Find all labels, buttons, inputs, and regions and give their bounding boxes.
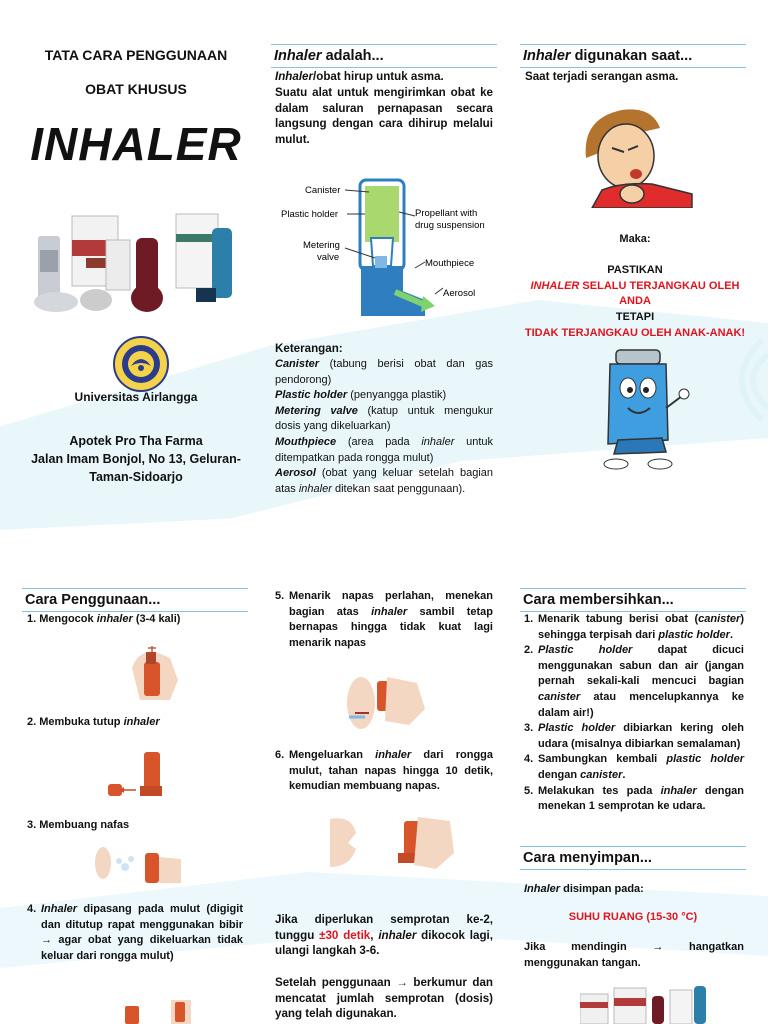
when-maka: Maka: — [619, 233, 651, 245]
keterangan-title: Keterangan: — [275, 342, 343, 355]
when-pastikan: PASTIKAN — [607, 264, 663, 276]
inhaler-diagram — [275, 176, 495, 318]
pharmacy-name: Apotek Pro Tha Farma — [69, 434, 203, 448]
usage-note-second-spray: Jika diperlukan semprotan ke-2, tunggu ±30 detik, inhaler dikocok lagi, ulangi langkah 3-6. — [275, 913, 494, 958]
cleaning-step: 4. Sambungkan kembali plastic holder dengan canister. — [524, 753, 744, 781]
label-aerosol: Aerosol — [443, 288, 476, 299]
label-mouthpiece: Mouthpiece — [425, 258, 475, 269]
when-ensure-line: INHALER SELALU TERJANGKAU OLEH — [530, 280, 740, 292]
when-header-rest: digunakan saat... — [570, 48, 693, 64]
cleaning-step: 5. Melakukan tes pada inhaler dengan menekan 1 semprotan ke udara. — [524, 784, 744, 813]
label-propellant-1: Propellant with — [415, 208, 478, 219]
open-cap-image — [104, 750, 168, 800]
usage-step-5: 5. Menarik napas perlahan, menekan bagian atas inhaler sambil tetap bernapas hingga tidak kuat lagi menarik napas — [275, 590, 493, 649]
usage-step-4: 4. Inhaler dipasang pada mulut (digigit dan ditutup rapat menggunakan bibir → agar obat yang dikeluarkan tidak keluar dari rongga mulut) — [27, 903, 243, 962]
definition-line1 — [275, 69, 497, 85]
when-tetapi: TETAPI — [615, 311, 655, 323]
when-anda: ANDA — [619, 295, 651, 307]
university-name: Universitas Airlangga — [74, 390, 198, 404]
university-logo — [113, 336, 169, 392]
inhaler-products-small-image — [580, 986, 710, 1024]
when-line: Saat terjadi serangan asma. — [525, 70, 679, 83]
storage-header: Cara menyimpan... — [520, 846, 746, 870]
decorative-rings — [712, 330, 768, 430]
inhaler-mascot-illustration — [596, 348, 692, 472]
exhale-image — [95, 847, 187, 887]
definition-line1-italic: Inhaler — [275, 70, 314, 83]
cleaning-step: 2. Plastic holder dapat dicuci menggunakan sabun dan air (jangan pernah sekali-kali mencuci bagian canister atau mencelupkannya ke dalam air!) — [524, 644, 744, 719]
mouthpiece-image — [105, 998, 205, 1024]
cover-title-inhaler: INHALER — [30, 118, 242, 170]
keterangan-item: Metering valve (katup untuk mengukur dosis yang dikeluarkan) — [275, 404, 493, 433]
label-metering-2: valve — [317, 252, 340, 263]
label-canister: Canister — [305, 185, 341, 196]
asthma-attack-illustration — [572, 98, 696, 208]
label-plastic-holder: Plastic holder — [281, 209, 339, 220]
definition-header — [271, 44, 497, 68]
label-metering-1: Metering — [303, 240, 340, 251]
cleaning-header: Cara membersihkan... — [520, 588, 746, 612]
usage-note-after-use: Setelah penggunaan → berkumur dan mencatat jumlah semprotan (dosis) yang telah digunakan. — [275, 976, 493, 1021]
cover-title-line2: OBAT KHUSUS — [85, 81, 187, 97]
label-propellant-2: drug suspension — [415, 220, 485, 231]
keterangan-item: Mouthpiece (area pada inhaler untuk ditempatkan pada rongga mulut) — [275, 435, 493, 464]
cleaning-step: 3. Plastic holder dibiarkan kering oleh udara (misalnya dibiarkan semalaman) — [524, 722, 744, 750]
remove-inhaler-image — [326, 813, 456, 871]
usage-header: Cara Penggunaan... — [22, 588, 248, 612]
definition-paragraph: Suatu alat untuk mengirimkan obat ke dalam saluran pernapasan secara langsung dengan cara dihirup melalui mulut. — [275, 86, 493, 146]
usage-step-2: 2. Membuka tutup inhaler — [27, 716, 160, 728]
cover-title-line1: TATA CARA PENGGUNAAN — [44, 47, 228, 63]
definition-header-italic: Inhaler — [274, 48, 322, 64]
usage-step-3: 3. Membuang nafas — [27, 819, 130, 831]
shake-inhaler-image — [130, 644, 180, 702]
definition-line1-rest: /obat hirup untuk asma. — [313, 70, 444, 83]
keterangan-item: Plastic holder (penyangga plastik) — [275, 389, 447, 402]
keterangan-list — [275, 357, 493, 497]
storage-line: Inhaler disimpan pada: — [524, 883, 644, 895]
cleaning-step: 1. Menarik tabung berisi obat (canister) sehingga terpisah dari plastic holder. — [524, 613, 744, 641]
keterangan-item: Canister (tabung berisi obat dan gas pendorong) — [275, 358, 493, 386]
usage-step-6: 6. Mengeluarkan inhaler dari rongga mulut, tahan napas hingga 10 detik, kemudian membuang napas. — [275, 749, 493, 793]
inhale-image — [347, 669, 427, 729]
usage-step-1: 1. Mengocok inhaler (3-4 kali) — [27, 613, 181, 625]
address-line1: Jalan Imam Bonjol, No 13, Geluran- — [31, 452, 241, 466]
when-children-warning: TIDAK TERJANGKAU OLEH ANAK-ANAK! — [524, 327, 746, 339]
storage-temperature: SUHU RUANG (15-30 °C) — [568, 911, 698, 923]
address-line2: Taman-Sidoarjo — [89, 470, 183, 484]
inhaler-products-image — [26, 210, 246, 322]
cleaning-steps — [524, 612, 744, 815]
keterangan-item: Aerosol (obat yang keluar setelah bagian atas inhaler ditekan saat penggunaan). — [275, 467, 493, 495]
definition-header-rest: adalah... — [321, 48, 384, 64]
when-header-italic: Inhaler — [523, 48, 571, 64]
storage-warm-note: Jika mendingin → hangatkan menggunakan tangan. — [524, 941, 744, 969]
when-header — [520, 44, 746, 68]
